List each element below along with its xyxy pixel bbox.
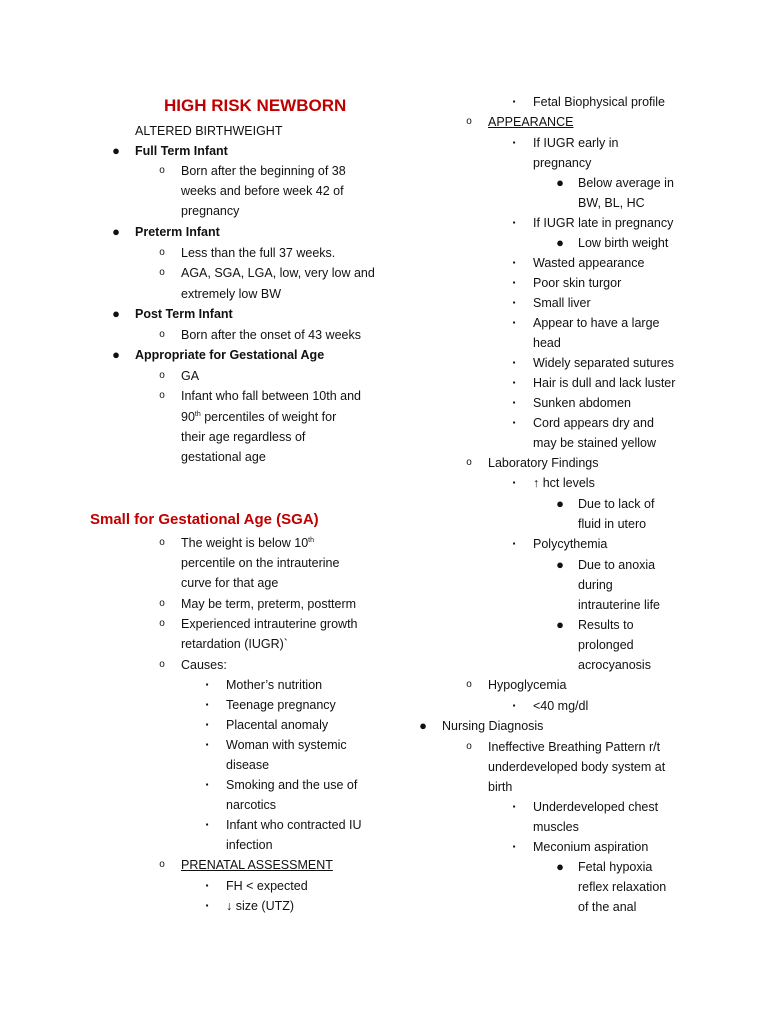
circle-bullet: o [159, 390, 165, 401]
list-item-text: Teenage pregnancy [226, 698, 336, 712]
list-item-text: Small liver [533, 296, 591, 310]
circle-bullet: o [466, 457, 472, 468]
list-item-text: gestational age [181, 450, 266, 464]
list-item-text: Fetal Biophysical profile [533, 95, 666, 109]
list-item-text: head [533, 336, 561, 350]
square-bullet: ▪ [512, 478, 516, 487]
list-item-text: intrauterine life [578, 598, 660, 612]
disc-bullet: ● [556, 235, 564, 250]
list-item-text: prolonged [578, 638, 634, 652]
list-item-text: fluid in utero [578, 517, 647, 531]
list-item-text: disease [226, 758, 270, 772]
list-item-text: <40 mg/dl [533, 699, 589, 713]
square-bullet: ▪ [512, 802, 516, 811]
list-item-text: The weight is below 10th [181, 536, 314, 550]
sga-section-title: Small for Gestational Age (SGA) [90, 511, 319, 528]
preterm-heading: Preterm Infant [135, 225, 220, 239]
list-item-text: Hair is dull and lack luster [533, 376, 676, 390]
list-item-text: retardation (IUGR)` [181, 637, 288, 651]
list-item-text: If IUGR early in [533, 136, 619, 150]
list-item-text: GA [181, 369, 200, 383]
square-bullet: ▪ [512, 298, 516, 307]
square-bullet: ▪ [512, 278, 516, 287]
list-item-text: Sunken abdomen [533, 396, 631, 410]
square-bullet: ▪ [512, 539, 516, 548]
disc-bullet: ● [556, 557, 564, 572]
list-item-text: weeks and before week 42 of [181, 184, 344, 198]
list-item-text: Placental anomaly [226, 718, 329, 732]
square-bullet: ▪ [205, 780, 209, 789]
list-item-text: may be stained yellow [533, 436, 656, 450]
disc-bullet: ● [112, 306, 120, 321]
list-item-text: Low birth weight [578, 236, 669, 250]
list-item-text: during [578, 578, 613, 592]
disc-bullet: ● [112, 224, 120, 239]
list-item-text: muscles [533, 820, 579, 834]
square-bullet: ▪ [512, 398, 516, 407]
altered-birthweight: ALTERED BIRTHWEIGHT [135, 124, 283, 138]
appearance-heading: APPEARANCE [488, 115, 574, 129]
list-item-text: Due to anoxia [578, 558, 656, 572]
list-item-text: Below average in [578, 176, 674, 190]
square-bullet: ▪ [205, 720, 209, 729]
list-item-text: acrocyanosis [578, 658, 651, 672]
list-item-text: FH < expected [226, 879, 308, 893]
aga-heading: Appropriate for Gestational Age [135, 348, 325, 362]
disc-bullet: ● [556, 175, 564, 190]
list-item-text: curve for that age [181, 576, 279, 590]
square-bullet: ▪ [512, 358, 516, 367]
list-item-text: birth [488, 780, 513, 794]
circle-bullet: o [159, 370, 165, 381]
list-item-text: pregnancy [533, 156, 592, 170]
square-bullet: ▪ [512, 97, 516, 106]
circle-bullet: o [466, 116, 472, 127]
square-bullet: ▪ [512, 842, 516, 851]
square-bullet: ▪ [205, 700, 209, 709]
circle-bullet: o [159, 267, 165, 278]
list-item-text: underdeveloped body system at [488, 760, 666, 774]
list-item-text: Wasted appearance [533, 256, 645, 270]
disc-bullet: ● [112, 347, 120, 362]
disc-bullet: ● [556, 859, 564, 874]
square-bullet: ▪ [205, 740, 209, 749]
list-item-text: Widely separated sutures [533, 356, 675, 370]
circle-bullet: o [159, 165, 165, 176]
circle-bullet: o [159, 247, 165, 258]
square-bullet: ▪ [205, 680, 209, 689]
list-item-text: Less than the full 37 weeks. [181, 246, 336, 260]
list-item-text: Ineffective Breathing Pattern r/t [488, 740, 661, 754]
list-item-text: If IUGR late in pregnancy [533, 216, 674, 230]
list-item-text: Causes: [181, 658, 227, 672]
list-item-text: AGA, SGA, LGA, low, very low and [181, 266, 375, 280]
prenatal-assessment-heading: PRENATAL ASSESSMENT [181, 858, 333, 872]
list-item-text: ↓ size (UTZ) [226, 899, 295, 913]
list-item-text: May be term, preterm, postterm [181, 597, 357, 611]
circle-bullet: o [159, 598, 165, 609]
list-item-text: Appear to have a large [533, 316, 660, 330]
page-title: HIGH RISK NEWBORN [164, 96, 347, 115]
disc-bullet: ● [419, 718, 427, 733]
list-item-text: Polycythemia [533, 537, 608, 551]
list-item-text: Due to lack of [578, 497, 655, 511]
laboratory-findings-heading: Laboratory Findings [488, 456, 599, 470]
square-bullet: ▪ [205, 881, 209, 890]
list-item-text: extremely low BW [181, 287, 282, 301]
list-item-text: of the anal [578, 900, 637, 914]
square-bullet: ▪ [512, 701, 516, 710]
post-term-heading: Post Term Infant [135, 307, 233, 321]
hypoglycemia-heading: Hypoglycemia [488, 678, 567, 692]
list-item-text: Woman with systemic [226, 738, 347, 752]
list-item-text: reflex relaxation [578, 880, 667, 894]
list-item-text: 90th percentiles of weight for [181, 410, 337, 424]
circle-bullet: o [159, 618, 165, 629]
circle-bullet: o [466, 741, 472, 752]
circle-bullet: o [466, 679, 472, 690]
disc-bullet: ● [556, 617, 564, 632]
list-item-text: Meconium aspiration [533, 840, 649, 854]
list-item-text: Experienced intrauterine growth [181, 617, 358, 631]
list-item-text: pregnancy [181, 204, 240, 218]
list-item-text: Born after the onset of 43 weeks [181, 328, 361, 342]
list-item-text: Cord appears dry and [533, 416, 654, 430]
list-item-text: Results to [578, 618, 634, 632]
list-item-text: Fetal hypoxia [578, 860, 653, 874]
list-item-text: narcotics [226, 798, 277, 812]
list-item-text: infection [226, 838, 273, 852]
list-item-text: Smoking and the use of [226, 778, 358, 792]
list-item-text: Underdeveloped chest [533, 800, 659, 814]
nursing-diagnosis-heading: Nursing Diagnosis [442, 719, 544, 733]
list-item-text: ↑ hct levels [533, 476, 595, 490]
square-bullet: ▪ [512, 418, 516, 427]
disc-bullet: ● [556, 496, 564, 511]
list-item-text: BW, BL, HC [578, 196, 645, 210]
square-bullet: ▪ [512, 378, 516, 387]
square-bullet: ▪ [205, 901, 209, 910]
square-bullet: ▪ [512, 218, 516, 227]
list-item-text: Poor skin turgor [533, 276, 622, 290]
square-bullet: ▪ [512, 318, 516, 327]
list-item-text: Born after the beginning of 38 [181, 164, 346, 178]
square-bullet: ▪ [205, 820, 209, 829]
circle-bullet: o [159, 329, 165, 340]
list-item-text: percentile on the intrauterine [181, 556, 340, 570]
list-item-text: Infant who fall between 10th and [181, 389, 361, 403]
circle-bullet: o [159, 659, 165, 670]
circle-bullet: o [159, 537, 165, 548]
disc-bullet: ● [112, 143, 120, 158]
list-item-text: Infant who contracted IU [226, 818, 362, 832]
list-item-text: Mother’s nutrition [226, 678, 323, 692]
full-term-heading: Full Term Infant [135, 144, 228, 158]
square-bullet: ▪ [512, 138, 516, 147]
list-item-text: their age regardless of [181, 430, 306, 444]
circle-bullet: o [159, 859, 165, 870]
square-bullet: ▪ [512, 258, 516, 267]
